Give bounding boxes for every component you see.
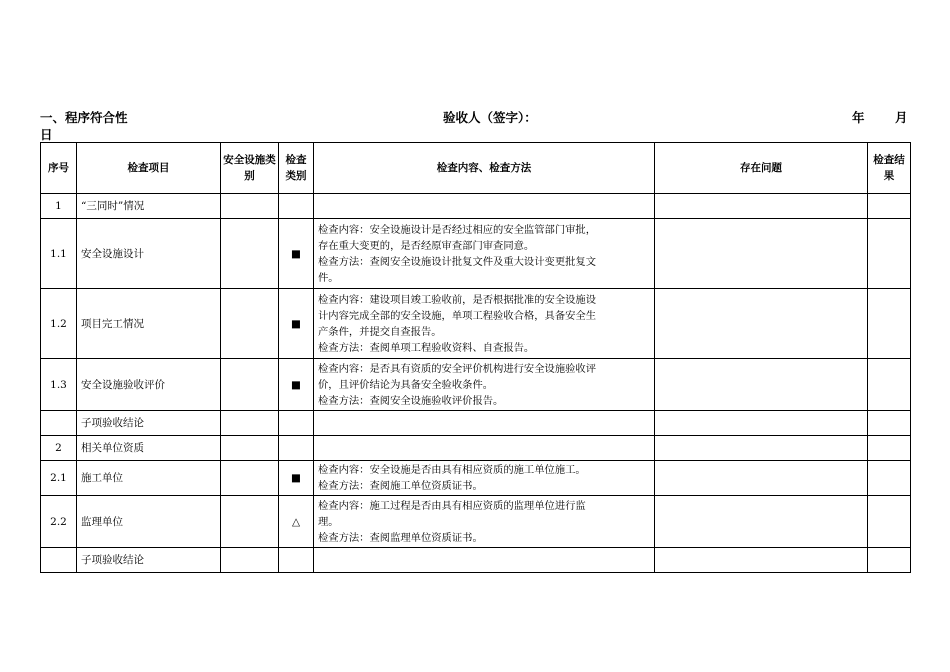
row-number: 2.1	[41, 461, 77, 496]
content-line: 价，且评价结论为具备安全验收条件。	[318, 378, 494, 391]
row-content-method	[314, 461, 655, 496]
row-facility-type[interactable]	[221, 194, 279, 219]
form-heading	[40, 108, 910, 142]
row-check-item: 施工单位	[77, 461, 221, 496]
row-result[interactable]	[868, 289, 911, 359]
row-facility-type[interactable]	[221, 461, 279, 496]
row-facility-type[interactable]	[221, 496, 279, 548]
content-line: 理。	[318, 515, 339, 528]
square-mark: ■	[279, 219, 314, 289]
table-row	[41, 194, 911, 219]
inspector-signature-label: 验收人（签字）：	[443, 110, 537, 125]
column-header-issues: 存在问题	[655, 143, 868, 194]
day-label: 日	[40, 127, 53, 142]
content-line: 存在重大变更的，是否经原审查部门审查同意。	[318, 239, 535, 252]
content-line: 检查内容：是否具有资质的安全评价机构进行安全设施验收评	[318, 362, 597, 375]
row-facility-type[interactable]	[221, 359, 279, 411]
row-number: 1.3	[41, 359, 77, 411]
row-content-method	[314, 496, 655, 548]
row-issue[interactable]	[655, 359, 868, 411]
column-header-check-type: 检查类别	[279, 143, 314, 194]
content-line: 产条件，并提交自查报告。	[318, 325, 442, 338]
row-result[interactable]	[868, 548, 911, 573]
row-issue[interactable]	[655, 219, 868, 289]
square-mark: ■	[279, 289, 314, 359]
row-check-item: 安全设施验收评价	[77, 359, 221, 411]
table-row	[41, 411, 911, 436]
row-issue[interactable]	[655, 289, 868, 359]
table-row	[41, 359, 911, 411]
row-result[interactable]	[868, 496, 911, 548]
square-mark: ■	[279, 461, 314, 496]
row-number	[41, 548, 77, 573]
content-line: 检查方法：查阅施工单位资质证书。	[318, 480, 483, 492]
year-label: 年	[852, 110, 865, 125]
content-line: 检查方法：查阅安全设施验收评价报告。	[318, 394, 504, 407]
square-mark: ■	[279, 359, 314, 411]
content-line: 检查方法：查阅监理单位资质证书。	[318, 531, 483, 544]
row-check-item: 安全设施设计	[77, 219, 221, 289]
row-result[interactable]	[868, 411, 911, 436]
column-header-content-method: 检查内容、检查方法	[314, 143, 655, 194]
row-content-method	[314, 411, 655, 436]
row-check-item: 子项验收结论	[77, 548, 221, 573]
row-content-method	[314, 548, 655, 573]
row-facility-type[interactable]	[221, 289, 279, 359]
inspection-table	[40, 142, 911, 573]
table-body	[41, 194, 911, 573]
month-label: 月	[895, 110, 908, 125]
row-check-item: “三同时”情况	[77, 194, 221, 219]
content-line: 计内容完成全部的安全设施，单项工程验收合格，具备安全生	[318, 309, 597, 322]
row-result[interactable]	[868, 436, 911, 461]
column-header-no: 序号	[41, 143, 77, 194]
row-content-method	[314, 219, 655, 289]
row-check-item: 子项验收结论	[77, 411, 221, 436]
table-row	[41, 461, 911, 496]
table-row	[41, 219, 911, 289]
row-number	[41, 411, 77, 436]
table-row	[41, 436, 911, 461]
row-result[interactable]	[868, 194, 911, 219]
row-number: 2	[41, 436, 77, 461]
row-number: 1.2	[41, 289, 77, 359]
content-line: 检查方法：查阅安全设施设计批复文件及重大设计变更批复文	[318, 255, 597, 268]
row-check-item: 相关单位资质	[77, 436, 221, 461]
row-issue[interactable]	[655, 436, 868, 461]
content-line: 检查内容：安全设施是否由具有相应资质的施工单位施工。	[318, 464, 586, 476]
row-number: 1	[41, 194, 77, 219]
content-line: 检查内容：安全设施设计是否经过相应的安全监管部门审批，	[318, 223, 597, 236]
table-header-row	[41, 143, 911, 194]
row-content-method	[314, 289, 655, 359]
row-check-type	[279, 548, 314, 573]
row-issue[interactable]	[655, 461, 868, 496]
row-result[interactable]	[868, 461, 911, 496]
row-issue[interactable]	[655, 411, 868, 436]
row-issue[interactable]	[655, 548, 868, 573]
column-header-item: 检查项目	[77, 143, 221, 194]
content-line: 检查内容：建设项目竣工验收前，是否根据批准的安全设施设	[318, 293, 597, 306]
row-number: 2.2	[41, 496, 77, 548]
row-check-type	[279, 194, 314, 219]
row-content-method	[314, 436, 655, 461]
row-issue[interactable]	[655, 194, 868, 219]
row-check-type	[279, 436, 314, 461]
row-check-item: 项目完工情况	[77, 289, 221, 359]
row-check-type	[279, 411, 314, 436]
content-line: 件。	[318, 271, 339, 284]
row-facility-type[interactable]	[221, 548, 279, 573]
content-line: 检查内容：施工过程是否由具有相应资质的监理单位进行监	[318, 499, 586, 512]
row-content-method	[314, 194, 655, 219]
triangle-mark: △	[279, 496, 314, 548]
row-number: 1.1	[41, 219, 77, 289]
table-row	[41, 496, 911, 548]
section-title: 一、程序符合性	[40, 110, 128, 125]
row-issue[interactable]	[655, 496, 868, 548]
row-check-item: 监理单位	[77, 496, 221, 548]
content-line: 检查方法：查阅单项工程验收资料、自查报告。	[318, 341, 535, 354]
row-facility-type[interactable]	[221, 436, 279, 461]
row-result[interactable]	[868, 219, 911, 289]
column-header-facility-type: 安全设施类别	[221, 143, 279, 194]
table-row	[41, 289, 911, 359]
row-facility-type[interactable]	[221, 411, 279, 436]
table-row	[41, 548, 911, 573]
column-header-result: 检查结果	[868, 143, 911, 194]
row-result[interactable]	[868, 359, 911, 411]
row-content-method	[314, 359, 655, 411]
row-facility-type[interactable]	[221, 219, 279, 289]
